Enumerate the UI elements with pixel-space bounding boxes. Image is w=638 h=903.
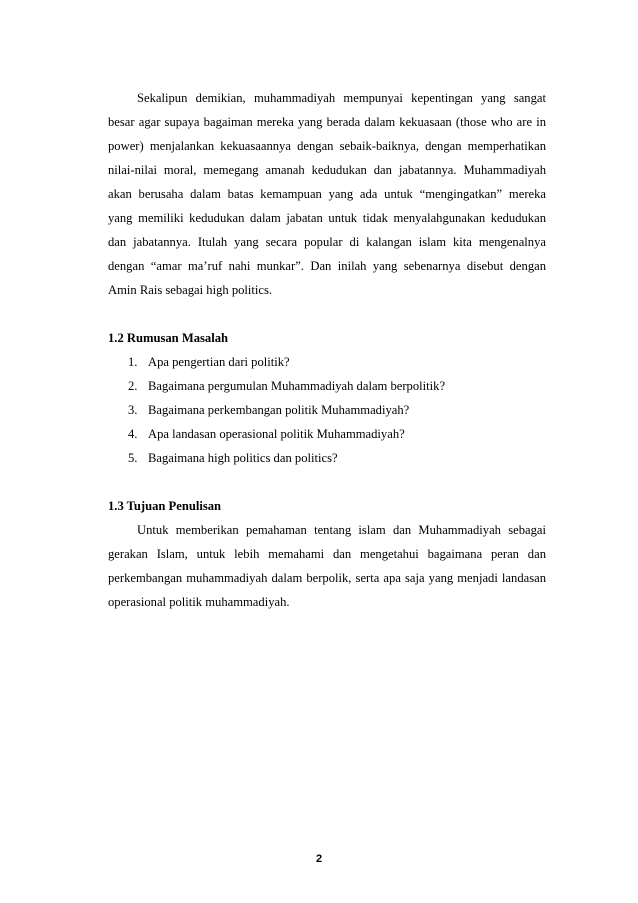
paragraph-line: nilai-nilai moral, memegang amanah kedudukan dan jabatannya. Muhammadiyah [108, 163, 546, 177]
paragraph-line: operasional politik muhammadiyah. [108, 595, 290, 609]
list-text: Bagaimana perkembangan politik Muhammadiyah? [148, 403, 410, 417]
list-text: Bagaimana pergumulan Muhammadiyah dalam berpolitik? [148, 379, 446, 393]
list-number: 4. [128, 427, 138, 441]
list-number: 5. [128, 451, 138, 465]
document-page [108, 86, 546, 614]
paragraph-line: perkembangan muhammadiyah dalam berpolik, serta apa saja yang menjadi landasan [108, 571, 546, 585]
paragraph-line: Amin Rais sebagai high politics. [108, 283, 273, 297]
paragraph-line: dan jabatannya. Itulah yang secara popular di kalangan islam kita mengenalnya [108, 235, 546, 249]
paragraph-line: Sekalipun demikian, muhammadiyah mempunyai kepentingan yang sangat [137, 91, 546, 105]
list-number: 3. [128, 403, 138, 417]
paragraph-line: akan berusaha dalam batas kemampuan yang ada untuk “mengingatkan” mereka [108, 187, 546, 201]
section-heading-rumusan: 1.2 Rumusan Masalah [108, 331, 229, 345]
list-number: 2. [128, 379, 138, 393]
page-number: 2 [315, 853, 323, 865]
paragraph-line: gerakan Islam, untuk lebih memahami dan mengetahui bagaimana peran dan [108, 547, 546, 561]
list-text: Apa landasan operasional politik Muhammadiyah? [148, 427, 405, 441]
paragraph-line: yang memiliki kedudukan dalam jabatan untuk tidak menyalahgunakan kedudukan [108, 211, 546, 225]
list-item [108, 374, 546, 398]
rumusan-list [108, 350, 546, 470]
paragraph-line: besar agar supaya bagaiman mereka yang berada dalam kekuasaan (those who are in [108, 115, 546, 129]
section-heading-tujuan: 1.3 Tujuan Penulisan [108, 499, 222, 513]
tujuan-paragraph [108, 518, 546, 614]
list-item [108, 446, 546, 470]
list-text: Apa pengertian dari politik? [148, 355, 290, 369]
list-item [108, 350, 546, 374]
intro-paragraph [108, 86, 546, 302]
list-number: 1. [128, 355, 138, 369]
paragraph-line: power) menjalankan kekuasaannya dengan sebaik-baiknya, dengan memperhatikan [108, 139, 546, 153]
list-item [108, 422, 546, 446]
list-text: Bagaimana high politics dan politics? [148, 451, 338, 465]
paragraph-line: dengan “amar ma’ruf nahi munkar”. Dan inilah yang sebenarnya disebut dengan [108, 259, 546, 273]
list-item [108, 398, 546, 422]
paragraph-line: Untuk memberikan pemahaman tentang islam dan Muhammadiyah sebagai [137, 523, 546, 537]
